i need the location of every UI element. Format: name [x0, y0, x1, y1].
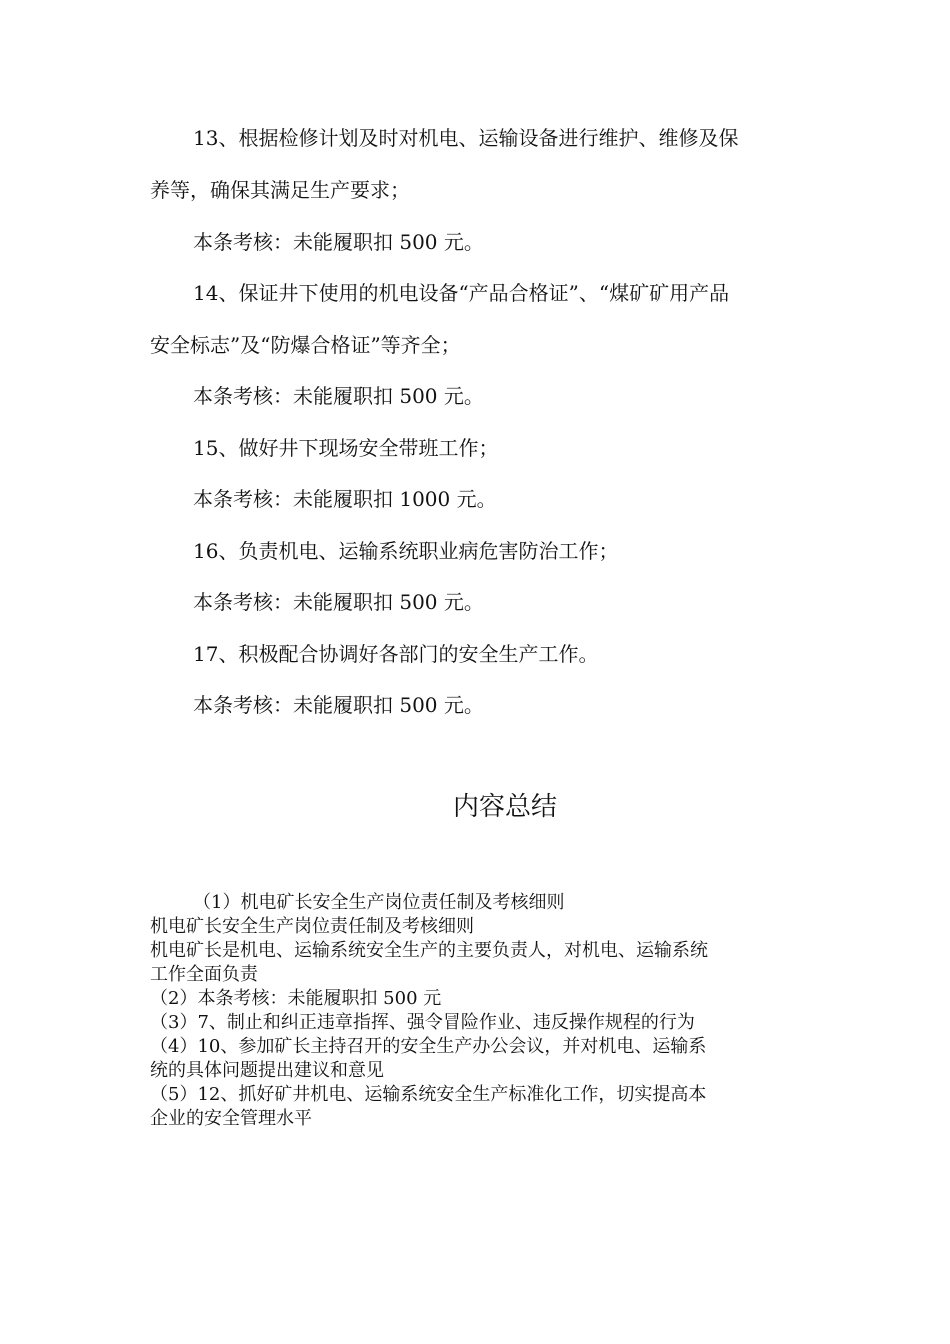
- summary-line: 机电矿长是机电、运输系统安全生产的主要负责人，对机电、运输系统: [150, 940, 708, 961]
- summary-line: （1）机电矿长安全生产岗位责任制及考核细则: [193, 892, 565, 913]
- summary-line: 工作全面负责: [150, 964, 258, 985]
- summary-line: （5）12、抓好矿井机电、运输系统安全生产标准化工作，切实提高本: [150, 1084, 707, 1105]
- summary-line: （2）本条考核：未能履职扣 500 元: [150, 988, 442, 1009]
- clause-13-assessment: 本条考核：未能履职扣 500 元。: [193, 230, 484, 254]
- summary-line: （3）7、制止和纠正违章指挥、强令冒险作业、违反操作规程的行为: [150, 1012, 695, 1033]
- clause-15-line-1: 15、做好井下现场安全带班工作；: [193, 436, 499, 460]
- clause-13-line-2: 养等，确保其满足生产要求；: [150, 178, 410, 202]
- summary-title: 内容总结: [452, 792, 557, 822]
- clause-13-line-1: 13、根据检修计划及时对机电、运输设备进行维护、维修及保: [193, 126, 739, 150]
- clause-17-line-1: 17、积极配合协调好各部门的安全生产工作。: [193, 642, 599, 666]
- summary-line: 统的具体问题提出建议和意见: [150, 1060, 384, 1081]
- clause-14-assessment: 本条考核：未能履职扣 500 元。: [193, 384, 484, 408]
- clause-16-assessment: 本条考核：未能履职扣 500 元。: [193, 590, 484, 614]
- clause-14-line-1: 14、保证井下使用的机电设备“产品合格证”、“煤矿矿用产品: [193, 281, 730, 305]
- clause-14-line-2: 安全标志”及“防爆合格证”等齐全；: [150, 333, 461, 357]
- clause-16-line-1: 16、负责机电、运输系统职业病危害防治工作；: [193, 539, 619, 563]
- summary-line: 企业的安全管理水平: [150, 1108, 312, 1129]
- clause-17-assessment: 本条考核：未能履职扣 500 元。: [193, 693, 484, 717]
- clause-15-assessment: 本条考核：未能履职扣 1000 元。: [193, 487, 497, 511]
- summary-line: （4）10、参加矿长主持召开的安全生产办公会议，并对机电、运输系: [150, 1036, 707, 1057]
- summary-line: 机电矿长安全生产岗位责任制及考核细则: [150, 916, 474, 937]
